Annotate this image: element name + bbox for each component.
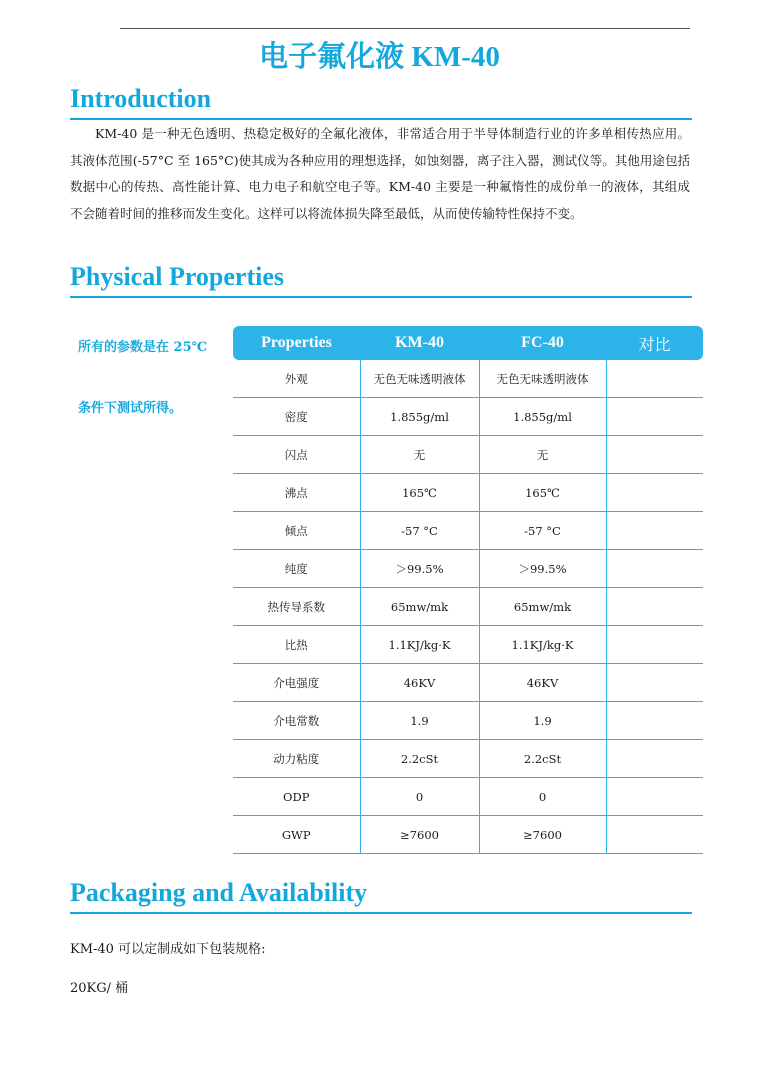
packaging-heading: Packaging and Availability <box>70 878 692 914</box>
compare-value <box>606 664 703 702</box>
km40-value: 65mw/mk <box>360 588 479 626</box>
table-row <box>233 702 703 740</box>
property-name: 纯度 <box>233 550 360 588</box>
table-row <box>233 588 703 626</box>
fc40-value: 65mw/mk <box>479 588 606 626</box>
compare-value <box>606 360 703 398</box>
property-name: 外观 <box>233 360 360 398</box>
compare-value <box>606 550 703 588</box>
compare-value <box>606 626 703 664</box>
property-name: 闪点 <box>233 436 360 474</box>
fc40-value: 无色无味透明液体 <box>479 360 606 398</box>
packaging-line-2: 20KG/ 桶 <box>70 981 129 996</box>
compare-value <box>606 778 703 816</box>
compare-value <box>606 816 703 854</box>
property-name: ODP <box>233 778 360 816</box>
column-header-fc40: FC-40 <box>479 326 606 360</box>
introduction-body: KM-40 是一种无色透明、热稳定极好的全氟化液体，非常适合用于半导体制造行业的许多单相传热应用。其液体范围(-57°C 至 165°C)使其成为各种应用的理想选择，如蚀刻器，离子注入器，测试仪等。其他用途包括数据中心的传热、高性能计算、电力电子和航空电子等。KM-40 主要是一种氟惰性的成份单一的液体，其组成不会随着时间的推移而发生变化。这样可以将流体损失降至最低，从而使传输特性保持不变。 <box>70 126 690 221</box>
fc40-value: 0 <box>479 778 606 816</box>
property-name: 动力粘度 <box>233 740 360 778</box>
table-row <box>233 360 703 398</box>
test-condition-note-line1: 所有的参数是在 25℃ <box>78 340 208 355</box>
column-header-km40: KM-40 <box>360 326 479 360</box>
km40-value: 0 <box>360 778 479 816</box>
property-name: 介电强度 <box>233 664 360 702</box>
property-name: 密度 <box>233 398 360 436</box>
table-row <box>233 550 703 588</box>
column-header-compare: 对比 <box>606 326 703 360</box>
table-row <box>233 626 703 664</box>
km40-value: -57 °C <box>360 512 479 550</box>
fc40-value: -57 °C <box>479 512 606 550</box>
fc40-value: ≥7600 <box>479 816 606 854</box>
km40-value: ≥7600 <box>360 816 479 854</box>
fc40-value: 无 <box>479 436 606 474</box>
table-row <box>233 740 703 778</box>
compare-value <box>606 474 703 512</box>
table-row <box>233 778 703 816</box>
property-name: 热传导系数 <box>233 588 360 626</box>
properties-table-header <box>233 326 703 360</box>
fc40-value: 1.1KJ/kg·K <box>479 626 606 664</box>
property-name: GWP <box>233 816 360 854</box>
km40-value: 1.9 <box>360 702 479 740</box>
km40-value: 无 <box>360 436 479 474</box>
km40-value: 2.2cSt <box>360 740 479 778</box>
compare-value <box>606 588 703 626</box>
compare-value <box>606 740 703 778</box>
column-header-properties: Properties <box>233 326 360 360</box>
property-name: 倾点 <box>233 512 360 550</box>
fc40-value: 1.855g/ml <box>479 398 606 436</box>
km40-value: 1.855g/ml <box>360 398 479 436</box>
km40-value: 46KV <box>360 664 479 702</box>
table-row <box>233 664 703 702</box>
properties-table-body <box>233 360 703 854</box>
properties-table <box>233 326 703 854</box>
fc40-value: 2.2cSt <box>479 740 606 778</box>
fc40-value: ＞99.5% <box>479 550 606 588</box>
property-name: 沸点 <box>233 474 360 512</box>
compare-value <box>606 436 703 474</box>
table-row <box>233 398 703 436</box>
compare-value <box>606 702 703 740</box>
property-name: 比热 <box>233 626 360 664</box>
physical-properties-heading: Physical Properties <box>70 262 692 298</box>
packaging-line-1: KM-40 可以定制成如下包装规格: <box>70 942 266 957</box>
document-title: 电子氟化液 KM-40 <box>259 41 500 73</box>
table-row <box>233 436 703 474</box>
introduction-heading: Introduction <box>70 84 692 120</box>
fc40-value: 165℃ <box>479 474 606 512</box>
fc40-value: 46KV <box>479 664 606 702</box>
table-row <box>233 474 703 512</box>
test-condition-note-line2: 条件下测试所得。 <box>78 401 183 416</box>
compare-value <box>606 398 703 436</box>
km40-value: 1.1KJ/kg·K <box>360 626 479 664</box>
property-name: 介电常数 <box>233 702 360 740</box>
top-rule <box>120 28 690 29</box>
km40-value: 无色无味透明液体 <box>360 360 479 398</box>
km40-value: ＞99.5% <box>360 550 479 588</box>
table-row <box>233 816 703 854</box>
km40-value: 165℃ <box>360 474 479 512</box>
fc40-value: 1.9 <box>479 702 606 740</box>
table-row <box>233 512 703 550</box>
compare-value <box>606 512 703 550</box>
